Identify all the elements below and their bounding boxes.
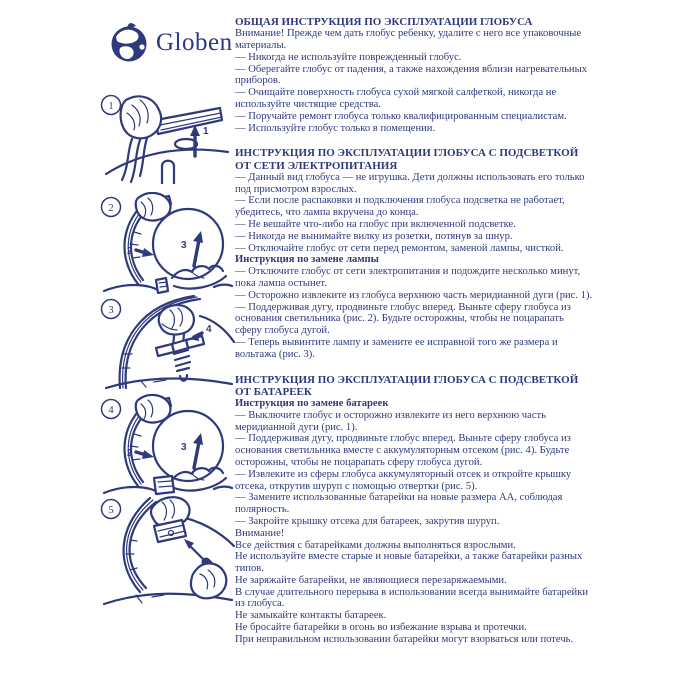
hand (121, 96, 162, 138)
paragraph: — Поручайте ремонт глобуса только квалифицированным специалистам. (235, 110, 567, 122)
paragraph: Внимание! (235, 527, 285, 539)
paragraph: — Отключите глобус от сети электропитания и подождите несколько минут, пока лампа остынет. (235, 266, 581, 289)
fingertip (162, 161, 174, 184)
paragraph: В случае длительного перерыва в использовании всегда вынимайте батарейки из глобуса. (235, 586, 589, 610)
paragraph: — Используйте глобус только в помещении. (235, 122, 436, 134)
paragraph: — Замените использованные батарейки на новые размера АА, соблюдая полярность. (235, 492, 563, 516)
paragraph: — Отключайте глобус от сети перед ремонтом, заменой лампы, чисткой. (235, 242, 564, 254)
paragraph: — Теперь вывинтите лампу и замените ее исправной того же размера и вольтажа (рис. 3). (235, 336, 558, 360)
svg-text:3: 3 (108, 305, 114, 316)
svg-text:1: 1 (203, 126, 209, 137)
paragraph: — Очищайте поверхность глобуса сухой мягкой салфеткой, никогда не используйте чистящие средства. (235, 87, 557, 110)
svg-text:1: 1 (108, 101, 114, 112)
paragraph: Все действия с батарейками должны выполняться взрослыми. (235, 539, 516, 551)
figure-2 (96, 192, 236, 294)
brand-logo (106, 20, 233, 66)
section-battery-power (235, 374, 593, 646)
paragraph: — Извлеките из сферы глобуса аккумуляторный отсек и откройте крышку отсека, открутив шуруп с помощью отвертки (рис. 5). (235, 468, 572, 492)
paragraph: При неправильном использовании батарейки могут взорваться или потечь. (235, 633, 574, 645)
svg-text:3: 3 (181, 240, 187, 251)
hand-bottom (191, 563, 226, 598)
globe-sphere (153, 411, 223, 481)
globe-logo-icon (106, 20, 152, 66)
figure-4 (96, 394, 236, 496)
brand-name: Globen (156, 29, 233, 56)
paragraph: — Выключите глобус и осторожно извлеките из него верхнюю часть меридианной дуги (рис. 1). (235, 409, 546, 433)
paragraph: Не используйте вместе старые и новые батарейки, а также батарейки разных типов. (235, 551, 583, 575)
svg-text:3: 3 (181, 442, 187, 453)
paragraph: — Никогда не используйте поврежденный глобус. (235, 51, 462, 63)
paragraph: Внимание! Прежде чем дать глобус ребенку, удалите с него все упаковочные материалы. (235, 28, 582, 51)
paragraph: Не заряжайте батарейки, не являющиеся перезаряжаемыми. (235, 574, 507, 586)
paragraph: — Осторожно извлеките из глобуса верхнюю часть меридианной дуги (рис. 1). (235, 289, 593, 301)
instructions-text (235, 16, 593, 646)
lamp-post (156, 278, 168, 293)
meridian-arc-segment (156, 108, 222, 134)
svg-text:4: 4 (108, 405, 114, 416)
figure-1 (96, 90, 236, 190)
svg-text:4: 4 (206, 324, 212, 335)
paragraph: — Оберегайте глобус от падения, а также нахождения вблизи нагревательных приборов. (235, 63, 588, 87)
section-heading: ОБЩАЯ ИНСТРУКЦИЯ ПО ЭКСПЛУАТАЦИИ ГЛОБУСА (235, 16, 533, 28)
section-general (235, 16, 593, 134)
screw-ridges (174, 350, 190, 371)
paragraph: — Не вешайте что-либо на глобус при включенной подсветке. (235, 218, 516, 230)
subheading-battery-replacement: Инструкция по замене батареек (235, 397, 389, 409)
svg-text:5: 5 (108, 505, 114, 516)
figure-3 (96, 294, 236, 394)
svg-text:2: 2 (108, 203, 114, 214)
paragraph: — Поддерживая дугу, продвиньте глобус вперед. Выньте сферу глобуса из основания светильника вместе с аккумуляторным отсеком (рис. 4). Будьте осторожны, чтобы не поцарапать сферу глобуса дугой. (235, 433, 571, 468)
paragraph: — Данный вид глобуса — не игрушка. Дети должны использовать его только под присмотром взрослых. (235, 171, 585, 195)
subheading-lamp-replacement: Инструкция по замене лампы (235, 254, 379, 266)
paragraph: Не бросайте батарейки в огонь во избежание взрыва и протечки. (235, 622, 527, 634)
svg-text:2: 2 (127, 448, 133, 459)
lamp-flange-left (156, 344, 174, 356)
section-mains-power (235, 147, 593, 360)
paragraph: — Если после распаковки и подключения глобуса подсветка не работает, убедитесь, что лампа вкручена до конца. (235, 195, 565, 219)
paragraph: — Никогда не вынимайте вилку из розетки, потянув за шнур. (235, 230, 513, 242)
globe-sphere (153, 209, 223, 279)
paragraph: Не замыкайте контакты батареек. (235, 610, 387, 622)
section-heading: ИНСТРУКЦИЯ ПО ЭКСПЛУАТАЦИИ ГЛОБУСА С ПОДСВЕТКОЙ ОТ БАТАРЕЕК (235, 373, 579, 398)
figure-5 (96, 492, 236, 612)
section-heading: ИНСТРУКЦИЯ ПО ЭКСПЛУАТАЦИИ ГЛОБУСА С ПОДСВЕТКОЙ ОТ СЕТИ ЭЛЕКТРОПИТАНИЯ (235, 147, 579, 172)
paragraph: — Поддерживая дугу, продвиньте глобус вперед. Выньте сферу глобуса из основания светильника (рис. 2). Будьте осторожны, чтобы не поцарапать сферу глобуса дугой. (235, 301, 571, 337)
paragraph: — Закройте крышку отсека для батареек, закрутив шуруп. (235, 515, 500, 527)
svg-text:2: 2 (127, 246, 133, 257)
